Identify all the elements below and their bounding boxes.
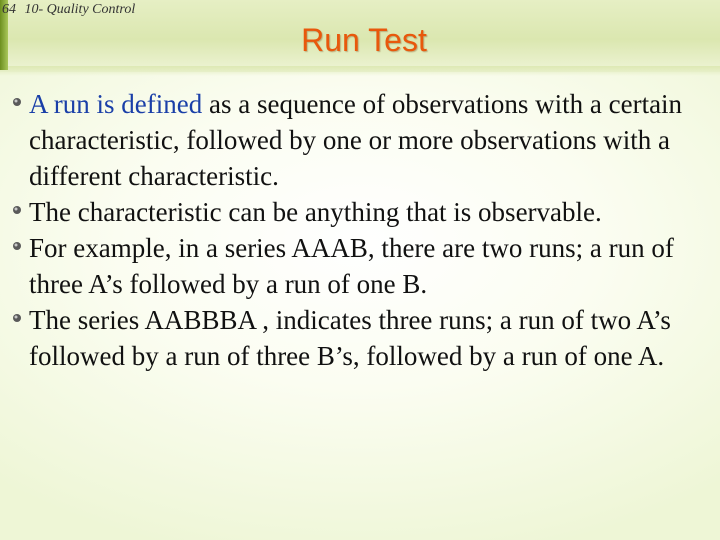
list-item — [12, 86, 716, 194]
circle-bullet-icon — [12, 313, 22, 323]
list-item — [12, 230, 716, 302]
slide-number: 64 — [2, 2, 16, 17]
section-label: Quality Control — [46, 2, 136, 17]
bullet-text: For example, in a series AAAB, there are two runs; a run of three A’s followed by a run of one B. — [29, 233, 674, 299]
chapter-label: 10- — [24, 2, 44, 17]
circle-bullet-icon — [12, 205, 22, 215]
bullet-text: The series AABBBA , indicates three runs; a run of two A’s followed by a run of three B’s, followed by a run of one A. — [29, 305, 671, 371]
list-item — [12, 302, 716, 374]
bullet-text: The characteristic can be anything that is observable. — [29, 197, 602, 227]
slide-meta — [2, 2, 135, 18]
page-title: Run Test — [301, 22, 427, 58]
circle-bullet-icon — [12, 97, 22, 107]
bullet-text: as a sequence of observations with a certain characteristic, followed by one or more observations with a different characteristic. — [29, 89, 683, 191]
circle-bullet-icon — [12, 241, 22, 251]
header-divider — [0, 66, 720, 76]
bullet-list — [12, 86, 716, 374]
list-item — [12, 194, 716, 230]
highlight-term: A run is defined — [29, 89, 203, 119]
